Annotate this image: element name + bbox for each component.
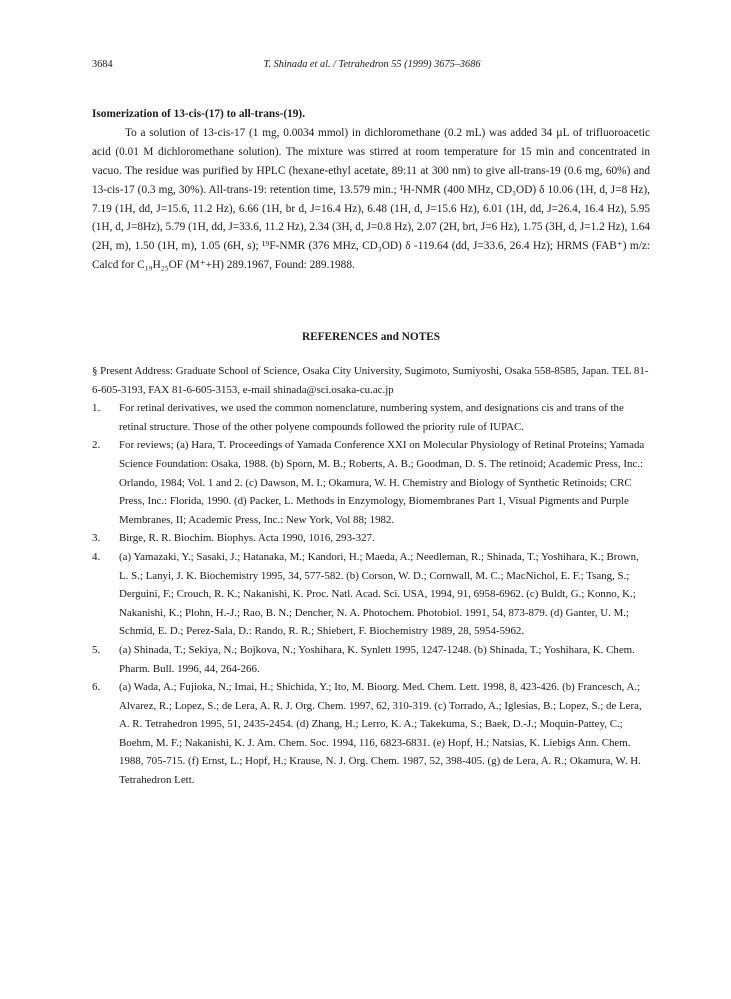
reference-text: For reviews; (a) Hara, T. Proceedings of Yamada Conference XXI on Molecular Physiology of Retinal Proteins; Yamada Science Foundation: Osaka, 1988. (b) Sporn, M. B.; Roberts, A. B.; Goodman, D. S. The retinoid; Academic Press, Inc.: Orlando, 1984; Vol. 1 and 2. (c) Dawson, M. I.; Okamura, W. H. Chemistry and Biology of Synthetic Retinoids; CRC Press, Inc.: Florida, 1990. (d) Packer, L. Methods in Enzymology, Biomembranes Part 1, Visual Pigments and Purple Membranes, II; Academic Press, Inc.: New York, Vol 88; 1982.	[119, 439, 645, 526]
reference-text: (a) Shinada, T.; Sekiya, N.; Bojkova, N.; Yoshihara, K. Synlett 1995, 1247-1248. (b) Shinada, T.; Yoshihara, K. Chem. Pharm. Bull. 1996, 44, 264-266.	[119, 643, 635, 675]
reference-item	[92, 436, 650, 529]
references-heading: REFERENCES and NOTES	[301, 331, 441, 343]
section-title: Isomerization of 13-cis-(17) to all-trans-(19).	[92, 108, 306, 120]
reference-number: 4.	[92, 550, 101, 563]
reference-number: 5.	[92, 643, 101, 656]
reference-number: 3.	[92, 532, 101, 545]
experimental-section	[92, 105, 650, 275]
reference-item	[92, 641, 650, 678]
reference-text: (a) Yamazaki, Y.; Sasaki, J.; Hatanaka, M.; Kandori, H.; Maeda, A.; Needleman, R.; Shinada, T.; Yoshihara, K.; Brown, L. S.; Lanyi, J. K. Biochemistry 1995, 34, 577-582. (b) Corson, W. D.; Cornwall, M. C.; MacNichol, E. F.; Tsang, S.; Derguini, F.; Crouch, R. K.; Nakanishi, K. Proc. Natl. Acad. Sci. USA, 1994, 91, 6958-6962. (c) Buldt, G.; Konno, K.; Nakanishi, K.; Plohn, H.-J.; Rao, B. N.; Dencher, N. A. Photochem. Photobiol. 1991, 54, 873-879. (d) Ganter, U. M.; Schmid, E. D.; Perez-Sala, D.: Rando, R. R.; Shiebert, F. Biochemistry 1989, 28, 5954-5962.	[119, 550, 639, 638]
reference-number: 1.	[92, 402, 101, 415]
reference-text: (a) Wada, A.; Fujioka, N.; Imai, H.; Shichida, Y.; Ito, M. Bioorg. Med. Chem. Lett. 1998, 8, 423-426. (b) Francesch, A.; Alvarez, R.; Lopez, S.; de Lera, A. R. J. Org. Chem. 1997, 62, 310-319. (c) Torrado, A.; Iglesias, B.; Lopez, S.; de Lera, A. R. Tetrahedron 1995, 51, 2435-2454. (d) Zhang, H.; Lerro, K. A.; Takekuma, S.; Baek, D.-J.; Moquin-Pattey, C.; Boehm, M. F.; Nakanishi, K. J. Am. Chem. Soc. 1994, 116, 6823-6831. (e) Hopf, H.; Natsias, K. Liebigs Ann. Chem. 1988, 705-715. (f) Ernst, L.; Hopf, H.; Krause, N. J. Org. Chem. 1987, 52, 398-405. (g) de Lera, A. R.; Okamura, W. H. Tetrahedron Lett.	[119, 681, 642, 787]
reference-text: Birge, R. R. Biochim. Biophys. Acta 1990, 1016, 293-327.	[119, 532, 375, 545]
reference-text: For retinal derivatives, we used the common nomenclature, numbering system, and designations cis and trans of the retinal structure. Those of the other polyene compounds followed the priority rule of IUPAC.	[119, 402, 624, 433]
running-title: T. Shinada et al. / Tetrahedron 55 (1999) 3675–3686	[263, 59, 481, 70]
reference-number: 6.	[92, 681, 101, 694]
page-header	[92, 57, 652, 73]
reference-item	[92, 529, 650, 548]
reference-number: 2.	[92, 439, 101, 452]
page-number: 3684	[92, 59, 113, 70]
reference-item	[92, 678, 650, 790]
experimental-paragraph: To a solution of 13-cis-17 (1 mg, 0.0034 mmol) in dichloromethane (0.2 mL) was added 34 µL of trifluoroacetic acid (0.01 M dichloromethane solution). The mixture was stirred at room temperature for 15 min and concentrated in vacuo. The residue was purified by HPLC (hexane-ethyl acetate, 89:11 at 300 nm) to give all-trans-19 (0.6 mg, 60%) and 13-cis-17 (0.3 mg, 30%). All-trans-19: retention time, 13.579 min.; ¹H-NMR (400 MHz, CD₃OD) δ 10.06 (1H, d, J=8 Hz), 7.19 (1H, dd, J=15.6, 11.2 Hz), 6.66 (1H, br d, J=16.4 Hz), 6.48 (1H, d, J=15.6 Hz), 6.01 (1H, dd, J=26.4, 16.4 Hz), 5.95 (1H, d, J=8Hz), 5.79 (1H, dd, J=33.6, 11.2 Hz), 2.34 (3H, d, J=0.8 Hz), 2.07 (2H, brt, J=6 Hz), 1.75 (3H, d, J=1.2 Hz), 1.64 (2H, m), 1.50 (1H, m), 1.05 (6H, s); ¹⁹F-NMR (376 MHz, CD₃OD) δ -119.64 (dd, J=33.6, 26.4 Hz); HRMS (FAB⁺) m/z: Calcd for C₁₉H₂₅OF (M⁺+H) 289.1967, Found: 289.1988.	[92, 126, 650, 272]
reference-item	[92, 548, 650, 641]
reference-item	[92, 399, 650, 436]
references-list	[92, 362, 650, 790]
present-address-note: § Present Address: Graduate School of Science, Osaka City University, Sugimoto, Sumiyoshi, Osaka 558-8585, Japan. TEL 81-6-605-3193, FAX 81-6-605-3153, e-mail shinada@sci.osaka-cu.ac.jp	[92, 365, 649, 396]
